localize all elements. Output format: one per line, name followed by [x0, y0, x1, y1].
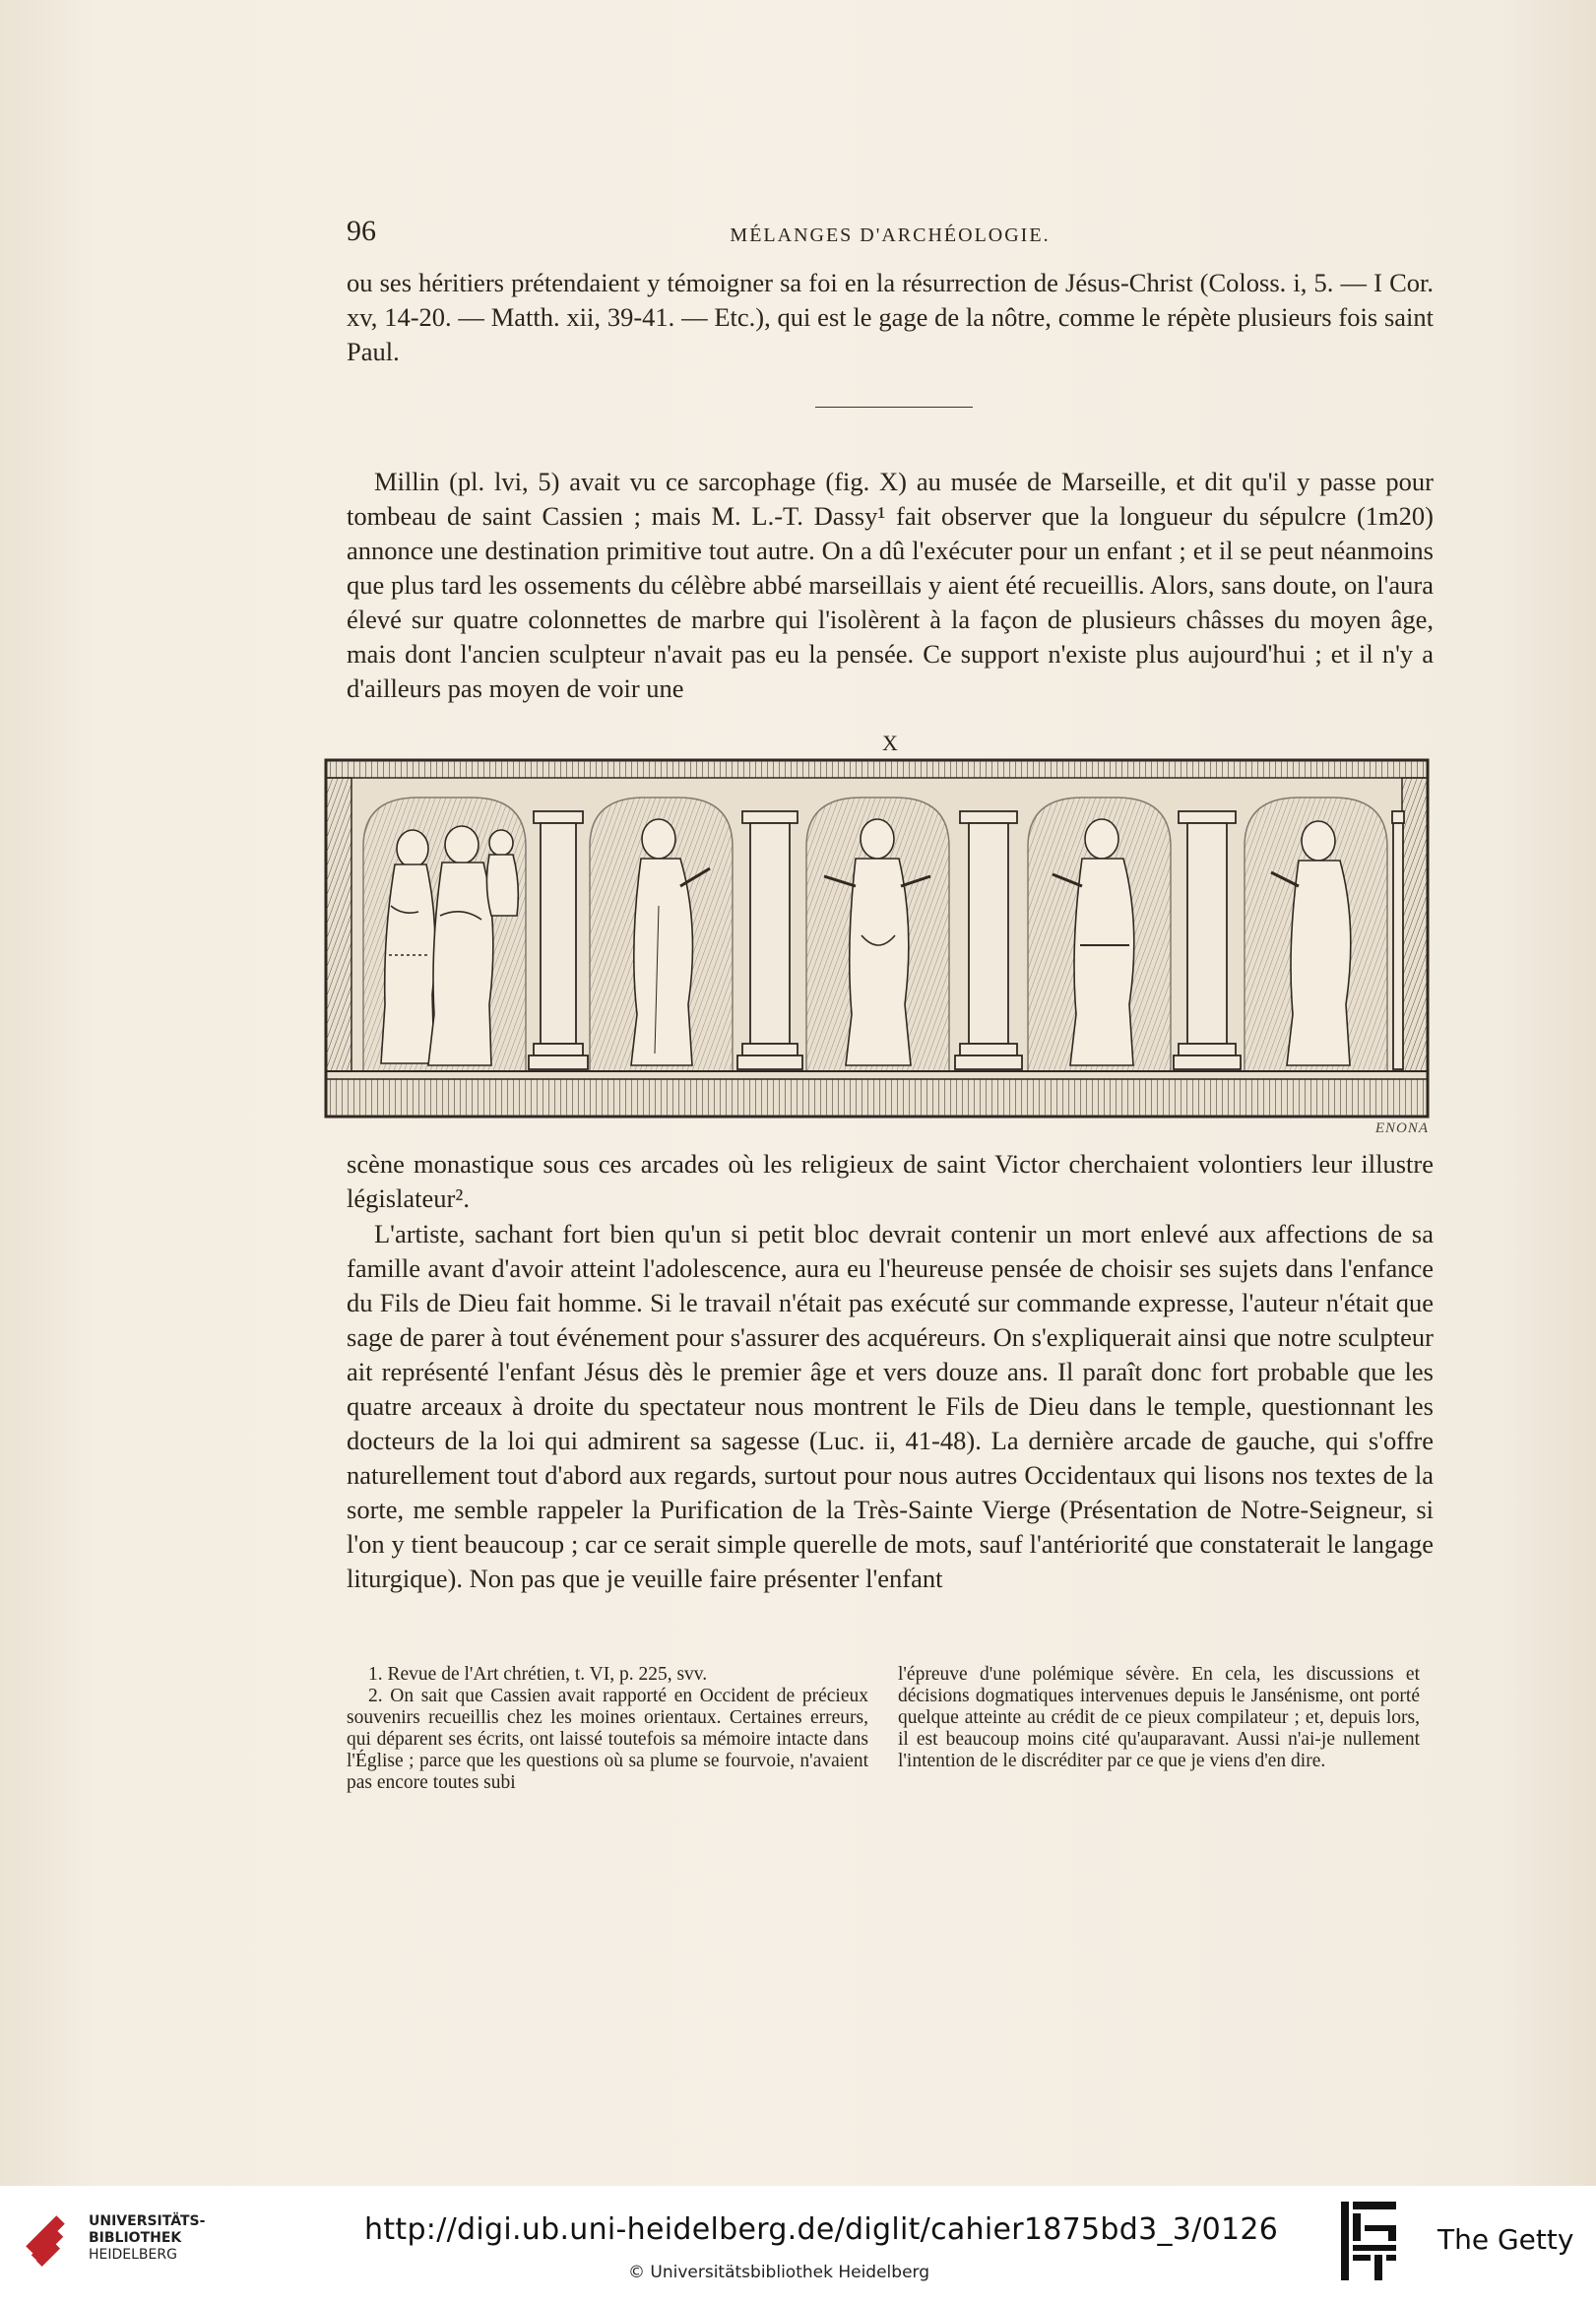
- figure-label: X: [882, 731, 898, 755]
- footnote-2-continued: l'épreuve d'une polémique sévère. En cela, les discussions et décisions dogmatiques intervenues depuis le Jansénisme, ont porté quelque atteinte au crédit de ce pieux compilateur ; et, depuis lors, il est beaucoup moins cité qu'auparavant. Aussi n'ai-je nullement l'intention de le discréditer par ce que je viens d'en dire.: [898, 1664, 1420, 1771]
- footnote-1: 1. Revue de l'Art chrétien, t. VI, p. 225, svv.: [368, 1664, 708, 1685]
- library-name-line-1: UNIVERSITÄTS-: [89, 2213, 206, 2229]
- page-header: [347, 215, 1434, 254]
- viewer-footer: [0, 2186, 1596, 2303]
- footnotes-right-column: [898, 1664, 1420, 1772]
- running-head: MÉLANGES D'ARCHÉOLOGIE.: [730, 224, 1051, 246]
- footnotes-left-column: [347, 1664, 868, 1794]
- library-name-line-2: BIBLIOTHEK: [89, 2230, 182, 2246]
- heidelberg-logo-icon: [20, 2202, 79, 2271]
- engraver-signature: ENONA: [1374, 1120, 1429, 1136]
- getty-name: The Getty: [1437, 2223, 1574, 2256]
- paragraph-1: ou ses héritiers prétendaient y témoigner sa foi en la résurrection de Jésus-Christ (Coloss. i, 5. — I Cor. xv, 14-20. — Matth. xii, 39-41. — Etc.), qui est le gage de la nôtre, comme le répète plusieurs fois saint Paul.: [347, 268, 1434, 366]
- page-number: 96: [347, 215, 376, 247]
- paragraph-2: Millin (pl. lvi, 5) avait vu ce sarcophage (fig. X) au musée de Marseille, et dit qu'il y passe pour tombeau de saint Cassien ; mais M. L.-T. Dassy¹ fait observer que la longueur du sépulcre (1m20) annonce une destination primitive tout autre. On a dû l'exécuter pour un enfant ; et il se peut néanmoins que plus tard les ossements du célèbre abbé marseillais y aient été recueillis. Alors, sans doute, on l'aura élevé sur quatre colonnettes de marbre qui l'isolèrent à la façon de plusieurs châsses du moyen âge, mais dont l'ancien sculpteur n'avait pas eu la pensée. Ce support n'existe plus aujourd'hui ; et il n'y a d'ailleurs pas moyen de voir une: [347, 467, 1434, 703]
- column-5: [1392, 811, 1404, 1069]
- paragraph-3: scène monastique sous ces arcades où les religieux de saint Victor cherchaient volontiers leur illustre législateur².: [347, 1149, 1434, 1213]
- heidelberg-library-logo[interactable]: [20, 2202, 295, 2271]
- permalink-url[interactable]: http://digi.ub.uni-heidelberg.de/diglit/cahier1875bd3_3/0126: [364, 2212, 1279, 2247]
- paragraph-4: L'artiste, sachant fort bien qu'un si petit bloc devrait contenir un mort enlevé aux affections de sa famille avant d'avoir atteint l'adolescence, aura eu l'heureuse pensée de choisir ses sujets dans l'enfance du Fils de Dieu fait homme. Si le travail n'était pas exécuté sur commande expresse, l'auteur n'était que sage de parer à tout événement pour s'assurer des acquéreurs. On s'expliquerait ainsi que notre sculpteur ait représenté l'enfant Jésus dès le premier âge et vers douze ans. Il paraît donc fort probable que les quatre arceaux à droite du spectateur nous montrent le Fils de Dieu dans le temple, questionnant les docteurs de la loi qui admirent sa sagesse (Luc. ii, 41-48). La dernière arcade de gauche, qui s'offre naturellement tout d'abord aux regards, surtout pour nous autres Occidentaux qui lisons nos textes de la sorte, me semble rappeler la Purification de la Très-Sainte Vierge (Présentation de Notre-Seigneur, si l'on y tient beaucoup ; car ce serait simple querelle de mots, sauf l'antériorité que constaterait le langage liturgique). Non pas que je veuille faire présenter l'enfant: [347, 1219, 1434, 1593]
- figure-child: [486, 830, 518, 916]
- library-name-line-3: HEIDELBERG: [89, 2247, 177, 2263]
- getty-logo-icon[interactable]: [1339, 2200, 1398, 2282]
- section-divider: [815, 407, 973, 408]
- sarcophagus-engraving: [324, 758, 1430, 1120]
- copyright-notice: © Universitätsbibliothek Heidelberg: [628, 2263, 930, 2282]
- footnote-2: 2. On sait que Cassien avait rapporté en Occident de précieux souvenirs recueillis chez les moines orientaux. Certaines erreurs, qui déparent ses écrits, ont laissé toutefois sa mémoire intacte dans l'Église ; parce que les questions où sa plume se fourvoie, n'avaient pas encore toutes subi: [347, 1686, 868, 1793]
